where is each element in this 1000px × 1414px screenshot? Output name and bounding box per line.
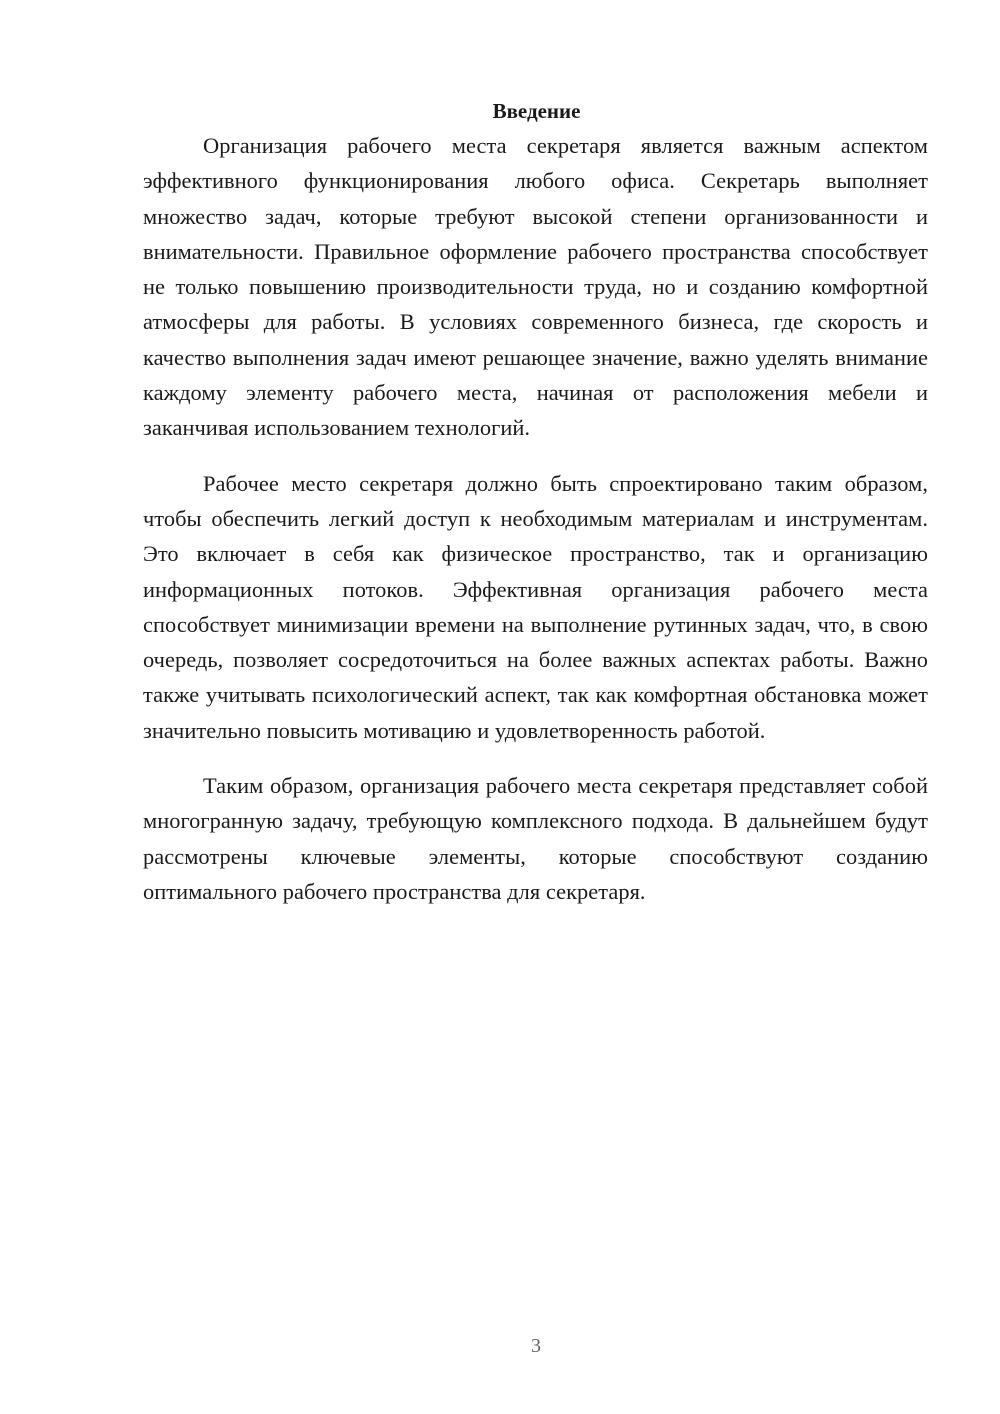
page-number: 3 [531, 1335, 541, 1357]
page-content [143, 96, 928, 929]
paragraph-1: Организация рабочего места секретаря является важным аспектом эффективного функционирования любого офиса. Секретарь выполняет множество задач, которые требуют высокой степени организованности и внимательности. Правильное оформление рабочего пространства способствует не только повышению производительности труда, но и созданию комфортной атмосферы для работы. В условиях современного бизнеса, где скорость и качество выполнения задач имеют решающее значение, важно уделять внимание каждому элементу рабочего места, начиная от расположения мебели и заканчивая использованием технологий. [143, 133, 928, 441]
page-title: Введение [492, 99, 581, 123]
paragraph-3: Таким образом, организация рабочего места секретаря представляет собой многогранную задачу, требующую комплексного подхода. В дальнейшем будут рассмотрены ключевые элементы, которые способствуют созданию оптимального рабочего пространства для секретаря. [143, 773, 928, 904]
paragraph-2: Рабочее место секретаря должно быть спроектировано таким образом, чтобы обеспечить легкий доступ к необходимым материалам и инструментам. Это включает в себя как физическое пространство, так и организацию информационных потоков. Эффективная организация рабочего места способствует минимизации времени на выполнение рутинных задач, что, в свою очередь, позволяет сосредоточиться на более важных аспектах работы. Важно также учитывать психологический аспект, так как комфортная обстановка может значительно повысить мотивацию и удовлетворенность работой. [143, 470, 928, 743]
